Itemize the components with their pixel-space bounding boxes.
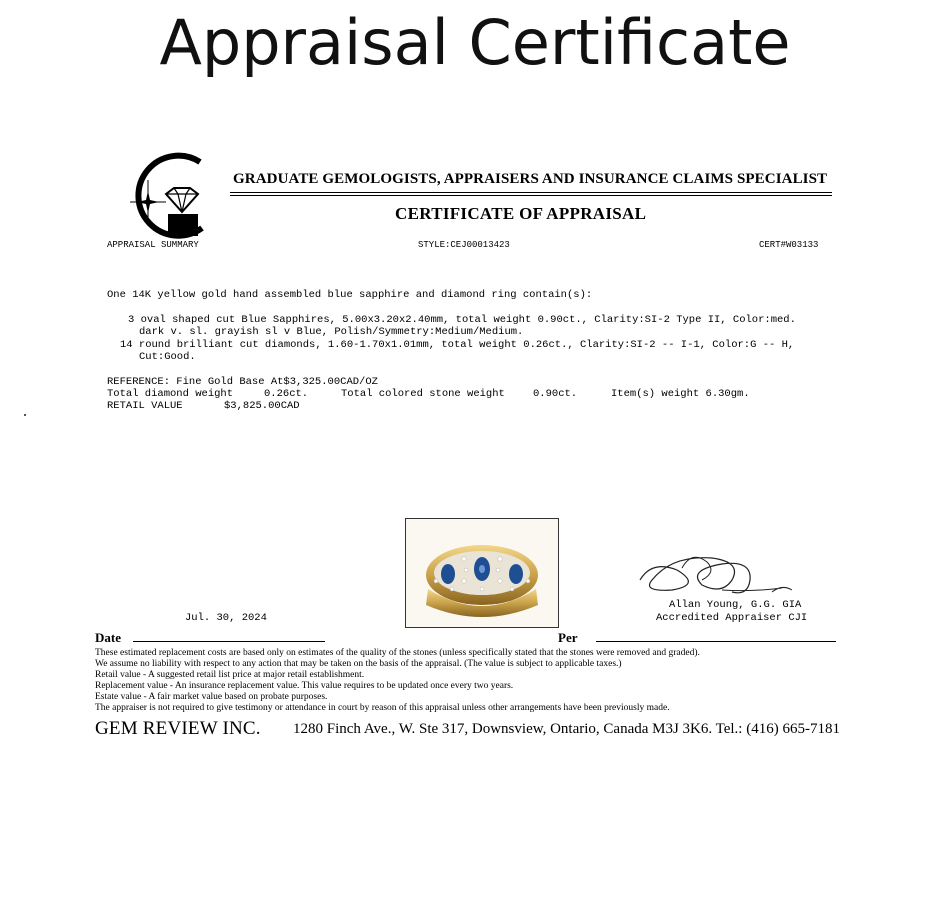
diamond-weight-value: 0.26ct.	[264, 388, 309, 400]
fine-print-line: These estimated replacement costs are based only on estimates of the quality of the stones (unless specifically stated that the stones were removed and graded).	[95, 648, 700, 658]
appraiser-name: Allan Young, G.G. GIA	[669, 599, 802, 611]
header-rule-bottom	[230, 195, 832, 196]
retail-value: $3,825.00CAD	[224, 400, 300, 412]
appraisal-date: Jul. 30, 2024	[185, 612, 267, 624]
appraiser-title: Accredited Appraiser CJI	[656, 612, 808, 624]
appraisal-logo-icon	[120, 150, 212, 242]
fine-print-line: The appraiser is not required to give testimony or attendance in court by reason of this appraisal unless other arrangements have been previously made.	[95, 703, 670, 713]
fine-print-line: Replacement value - An insurance replacement value. This value requires to be updated once every two years.	[95, 681, 514, 691]
specialist-heading: GRADUATE GEMOLOGISTS, APPRAISERS AND INSURANCE CLAIMS SPECIALIST	[233, 171, 828, 187]
ring-illustration	[406, 519, 558, 627]
company-name: GEM REVIEW INC.	[95, 718, 261, 739]
fine-print-line: We assume no liability with respect to any action that may be taken on the basis of the appraisal. (The value is subject to applicable taxes.)	[95, 659, 622, 669]
company-address: 1280 Finch Ave., W. Ste 317, Downsview, Ontario, Canada M3J 3K6. Tel.: (416) 665-7181	[293, 721, 840, 737]
diamond-line-1: 14 round brilliant cut diamonds, 1.60-1.70x1.01mm, total weight 0.26ct., Clarity:SI-2 -- I-1, Color:G -- H,	[120, 339, 795, 351]
description-intro: One 14K yellow gold hand assembled blue sapphire and diamond ring contain(s):	[107, 289, 593, 301]
scan-speck	[24, 414, 26, 416]
reference-line: REFERENCE: Fine Gold Base At$3,325.00CAD/OZ	[107, 376, 378, 388]
per-label: Per	[558, 630, 578, 645]
fine-print-line: Retail value - A suggested retail list price at major retail establishment.	[95, 670, 365, 680]
diamond-line-2: Cut:Good.	[139, 351, 196, 363]
style-number: STYLE:CEJ00013423	[418, 240, 510, 250]
ring-photo	[405, 518, 559, 628]
item-weight: Item(s) weight 6.30gm.	[611, 388, 750, 400]
fine-print-line: Estate value - A fair market value based on probate purposes.	[95, 692, 328, 702]
page-title: Appraisal Certificate	[159, 6, 791, 79]
signature-scribble	[632, 540, 802, 602]
colored-weight-label: Total colored stone weight	[341, 388, 505, 400]
date-label: Date	[95, 630, 121, 645]
appraisal-summary-label: APPRAISAL SUMMARY	[107, 240, 199, 250]
per-signature-line	[596, 641, 836, 642]
date-signature-line	[133, 641, 325, 642]
header-rule-top	[230, 192, 832, 193]
sapphire-line-2: dark v. sl. grayish sl v Blue, Polish/Symmetry:Medium/Medium.	[139, 326, 524, 338]
retail-value-label: RETAIL VALUE	[107, 400, 183, 412]
sapphire-line-1: 3 oval shaped cut Blue Sapphires, 5.00x3.20x2.40mm, total weight 0.90ct., Clarity:SI-2 Type II, Color:med.	[128, 314, 796, 326]
colored-weight-value: 0.90ct.	[533, 388, 578, 400]
certificate-title: CERTIFICATE OF APPRAISAL	[395, 204, 647, 223]
certificate-number: CERT#W03133	[759, 240, 819, 250]
diamond-weight-label: Total diamond weight	[107, 388, 234, 400]
